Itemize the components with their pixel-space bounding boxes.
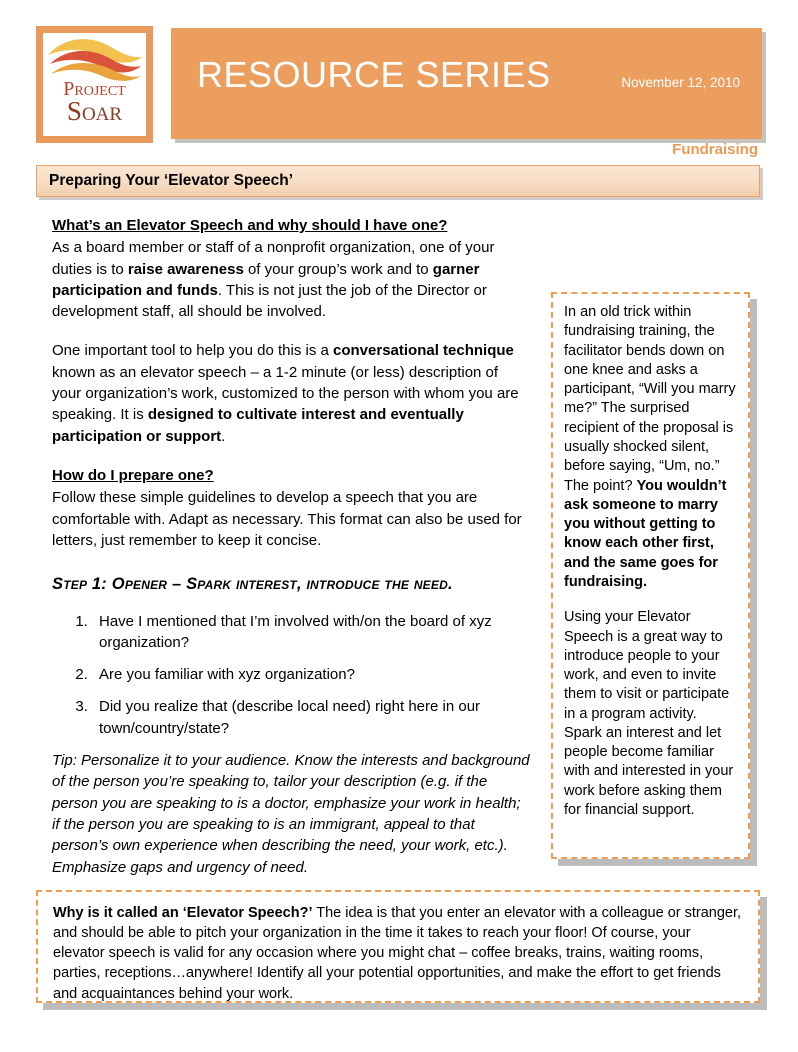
logo-wordmark	[43, 79, 146, 125]
section-how-do-i-prepare	[52, 465, 530, 551]
sidebar-paragraph-using-your-elevator-speech: Using your Elevator Speech is a great way to introduce people to your work, and even to invite them to visit or participate in a program activity. Spark an interest and let people become familiar with and interested in your work before asking them for financial support.	[564, 609, 734, 819]
callout-bold-lead: Why is it called an ‘Elevator Speech?’	[53, 905, 313, 921]
logo-inner	[43, 33, 146, 136]
opener-question-list	[52, 611, 530, 739]
paragraph-board-member	[52, 237, 530, 322]
section-why-elevator-speech	[52, 215, 530, 322]
logo-line-soar: Soar	[66, 96, 123, 126]
list-item: 3. Did you realize that (describe local need) right here in our town/country/state?	[92, 696, 530, 739]
sidebar-p1-part-a: In an old trick within fundraising training, the facilitator bends down on one knee and asks a participant, “Will you marry me?” The surprised recipient of the proposal is usually shocked silent, before saying, “Um, no.” The point?	[564, 304, 736, 494]
paragraph-conversational-technique-wrap	[52, 340, 530, 446]
category-label: Fundraising	[672, 141, 758, 158]
list-item: 2. Are you familiar with xyz organization?	[92, 664, 530, 685]
bottom-callout-box	[36, 890, 760, 1003]
project-soar-logo	[36, 26, 153, 143]
sidebar-callout-box	[551, 292, 750, 859]
paragraph-follow-guidelines: Follow these simple guidelines to develop a speech that you are comfortable with. Adapt as necessary. This format can also be used for letters, just remember to keep it concise.	[52, 489, 522, 549]
section-title-band	[36, 165, 760, 197]
logo-line-project: Project	[63, 78, 126, 100]
sidebar-p1-bold-point: You wouldn’t ask someone to marry you without getting to know each other first, and the same goes for fundraising.	[564, 477, 727, 590]
p2-part-a: One important tool to help you do this is a	[52, 342, 333, 360]
heading-how-do-i-prepare-one: How do I prepare one?	[52, 466, 214, 484]
callout-body-text: The idea is that you enter an elevator with a colleague or stranger, and should be able to pitch your organization in the time it takes to reach your floor! Of course, your elevator speech is valid for any occasion where you might chat – coffee breaks, trains, waiting rooms, parties, receptions…anywhere! Identify all your potential opportunities, and make the effort to get friends and acquaintances behind your work.	[53, 905, 742, 1002]
list-item: 1. Have I mentioned that I’m involved with/on the board of xyz organization?	[92, 611, 530, 654]
p2-part-c: known as an elevator speech – a 1-2 minute (or less) description of your organization’s work, customized to the person with whom you are speaking. It is	[52, 363, 519, 424]
main-content-column	[52, 215, 530, 878]
page-title: RESOURCE SERIES	[197, 54, 551, 95]
p1-part-a: As a board member or staff of a nonprofit organization, one of your duties is to	[52, 239, 495, 278]
p1-part-e: . This is not just the job of the Director or development staff, all should be involved.	[52, 281, 487, 321]
sidebar-paragraph-old-trick	[564, 303, 738, 592]
header-title-bar	[171, 28, 762, 139]
heading-whats-an-elevator-speech: What’s an Elevator Speech and why should I have one?	[52, 217, 448, 234]
paragraph-tip-personalize: Tip: Personalize it to your audience. Know the interests and background of the person you’re speaking to, tailor your description (e.g. if the person you are speaking to is a doctor, emphasize your work in health; if the person you are speaking to is an immigrant, appeal to that person’s own experience when describing the need, your work, etc.). Emphasize gaps and urgency of need.	[52, 752, 530, 876]
p1-bold-raise-awareness: raise awareness	[127, 260, 244, 278]
page-header	[36, 26, 762, 143]
p2-bold-designed-to-cultivate: designed to cultivate interest and eventually participation or support	[52, 406, 464, 445]
header-date: November 12, 2010	[621, 75, 740, 90]
heading-step-1-opener: Step 1: Opener – Spark interest, introduce the need.	[52, 575, 453, 594]
paragraph-conversational-technique	[52, 340, 530, 446]
callout-paragraph	[53, 903, 744, 1004]
p1-part-c: of your group’s work and to	[243, 260, 433, 278]
sidebar-paragraph-spacer	[564, 592, 738, 608]
p2-part-e: .	[221, 427, 226, 445]
section-title: Preparing Your ‘Elevator Speech’	[49, 172, 294, 189]
p1-bold-garner: garner participation and funds	[52, 260, 480, 299]
swoosh-icon	[45, 37, 144, 83]
p2-bold-conversational-technique: conversational technique	[333, 342, 514, 360]
